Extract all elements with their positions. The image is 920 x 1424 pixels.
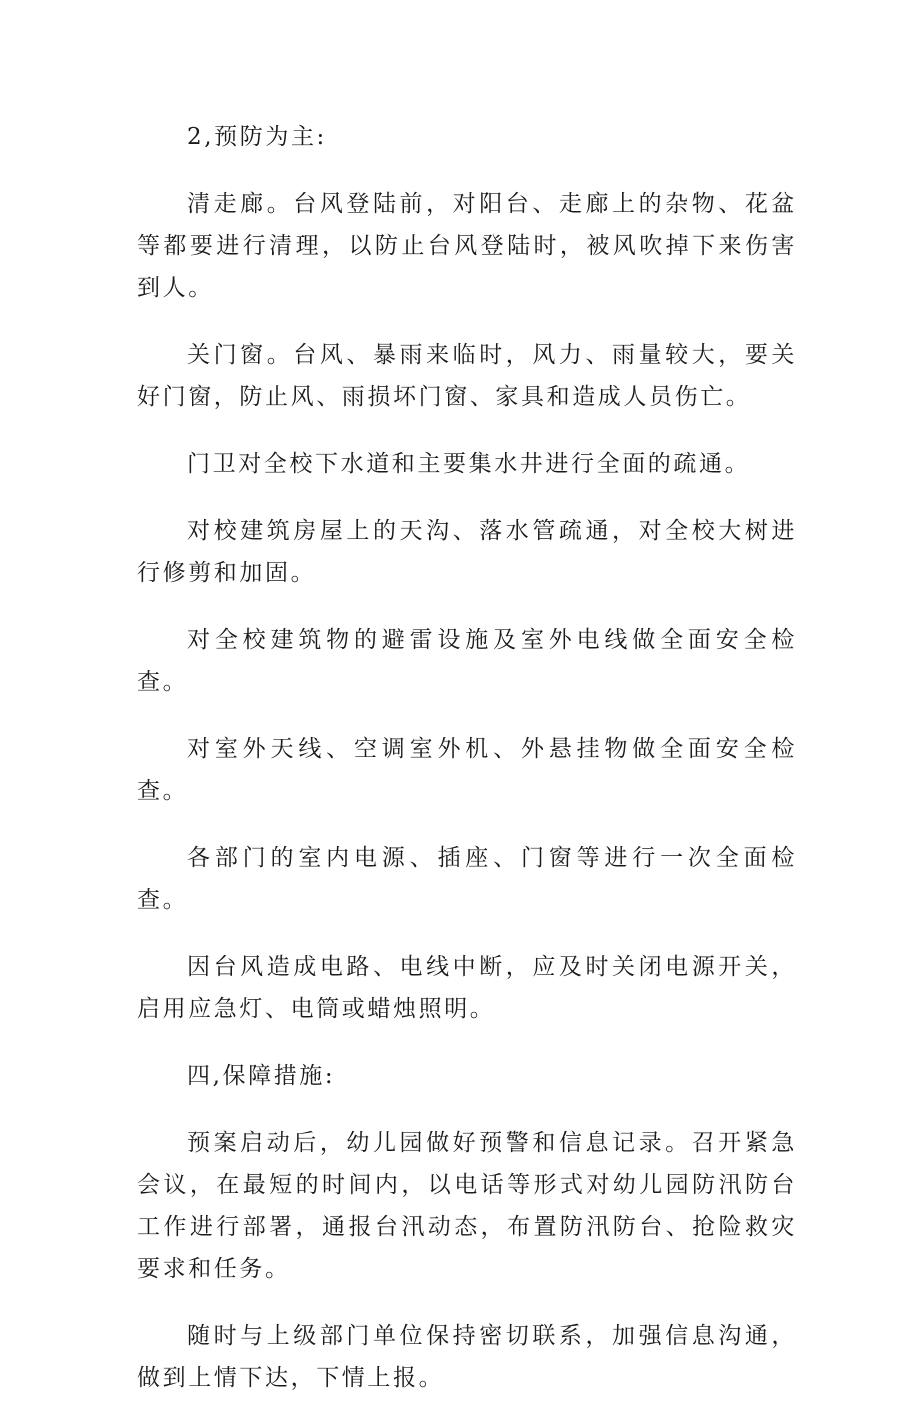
paragraph-drain-clearing: 门卫对全校下水道和主要集水井进行全面的疏通。 (187, 451, 751, 477)
paragraph-lightning-check: 对全校建筑物的避雷设施及室外电线做全面安全检查。 (137, 627, 797, 695)
section-heading-prevention: 2,预防为主: (187, 124, 327, 150)
paragraph-gutter-trees: 对校建筑房屋上的天沟、落水管疏通，对全校大树进行修剪和加固。 (137, 518, 797, 586)
paragraph-outdoor-fixtures: 对室外天线、空调室外机、外悬挂物做全面安全检查。 (137, 736, 797, 804)
paragraph-contact-superiors: 随时与上级部门单位保持密切联系，加强信息沟通，做到上情下达，下情上报。 (137, 1323, 797, 1391)
paragraph-plan-activation: 预案启动后，幼儿园做好预警和信息记录。召开紧急会议，在最短的时间内，以电话等形式对幼儿园防汛防台工作进行部署，通报台汛动态，布置防汛防台、抢险救灾要求和任务。 (137, 1130, 797, 1282)
paragraph-power-outage: 因台风造成电路、电线中断，应及时关闭电源开关，启用应急灯、电筒或蜡烛照明。 (137, 954, 797, 1022)
section-heading-safeguards: 四,保障措施: (187, 1063, 336, 1089)
paragraph-close-windows: 关门窗。台风、暴雨来临时，风力、雨量较大，要关好门窗，防止风、雨损坏门窗、家具和造成人员伤亡。 (137, 342, 797, 410)
document-body (137, 116, 797, 1424)
paragraph-clear-corridor: 清走廊。台风登陆前，对阳台、走廊上的杂物、花盆等都要进行清理，以防止台风登陆时，被风吹掉下来伤害到人。 (137, 191, 797, 301)
paragraph-indoor-check: 各部门的室内电源、插座、门窗等进行一次全面检查。 (137, 845, 797, 913)
